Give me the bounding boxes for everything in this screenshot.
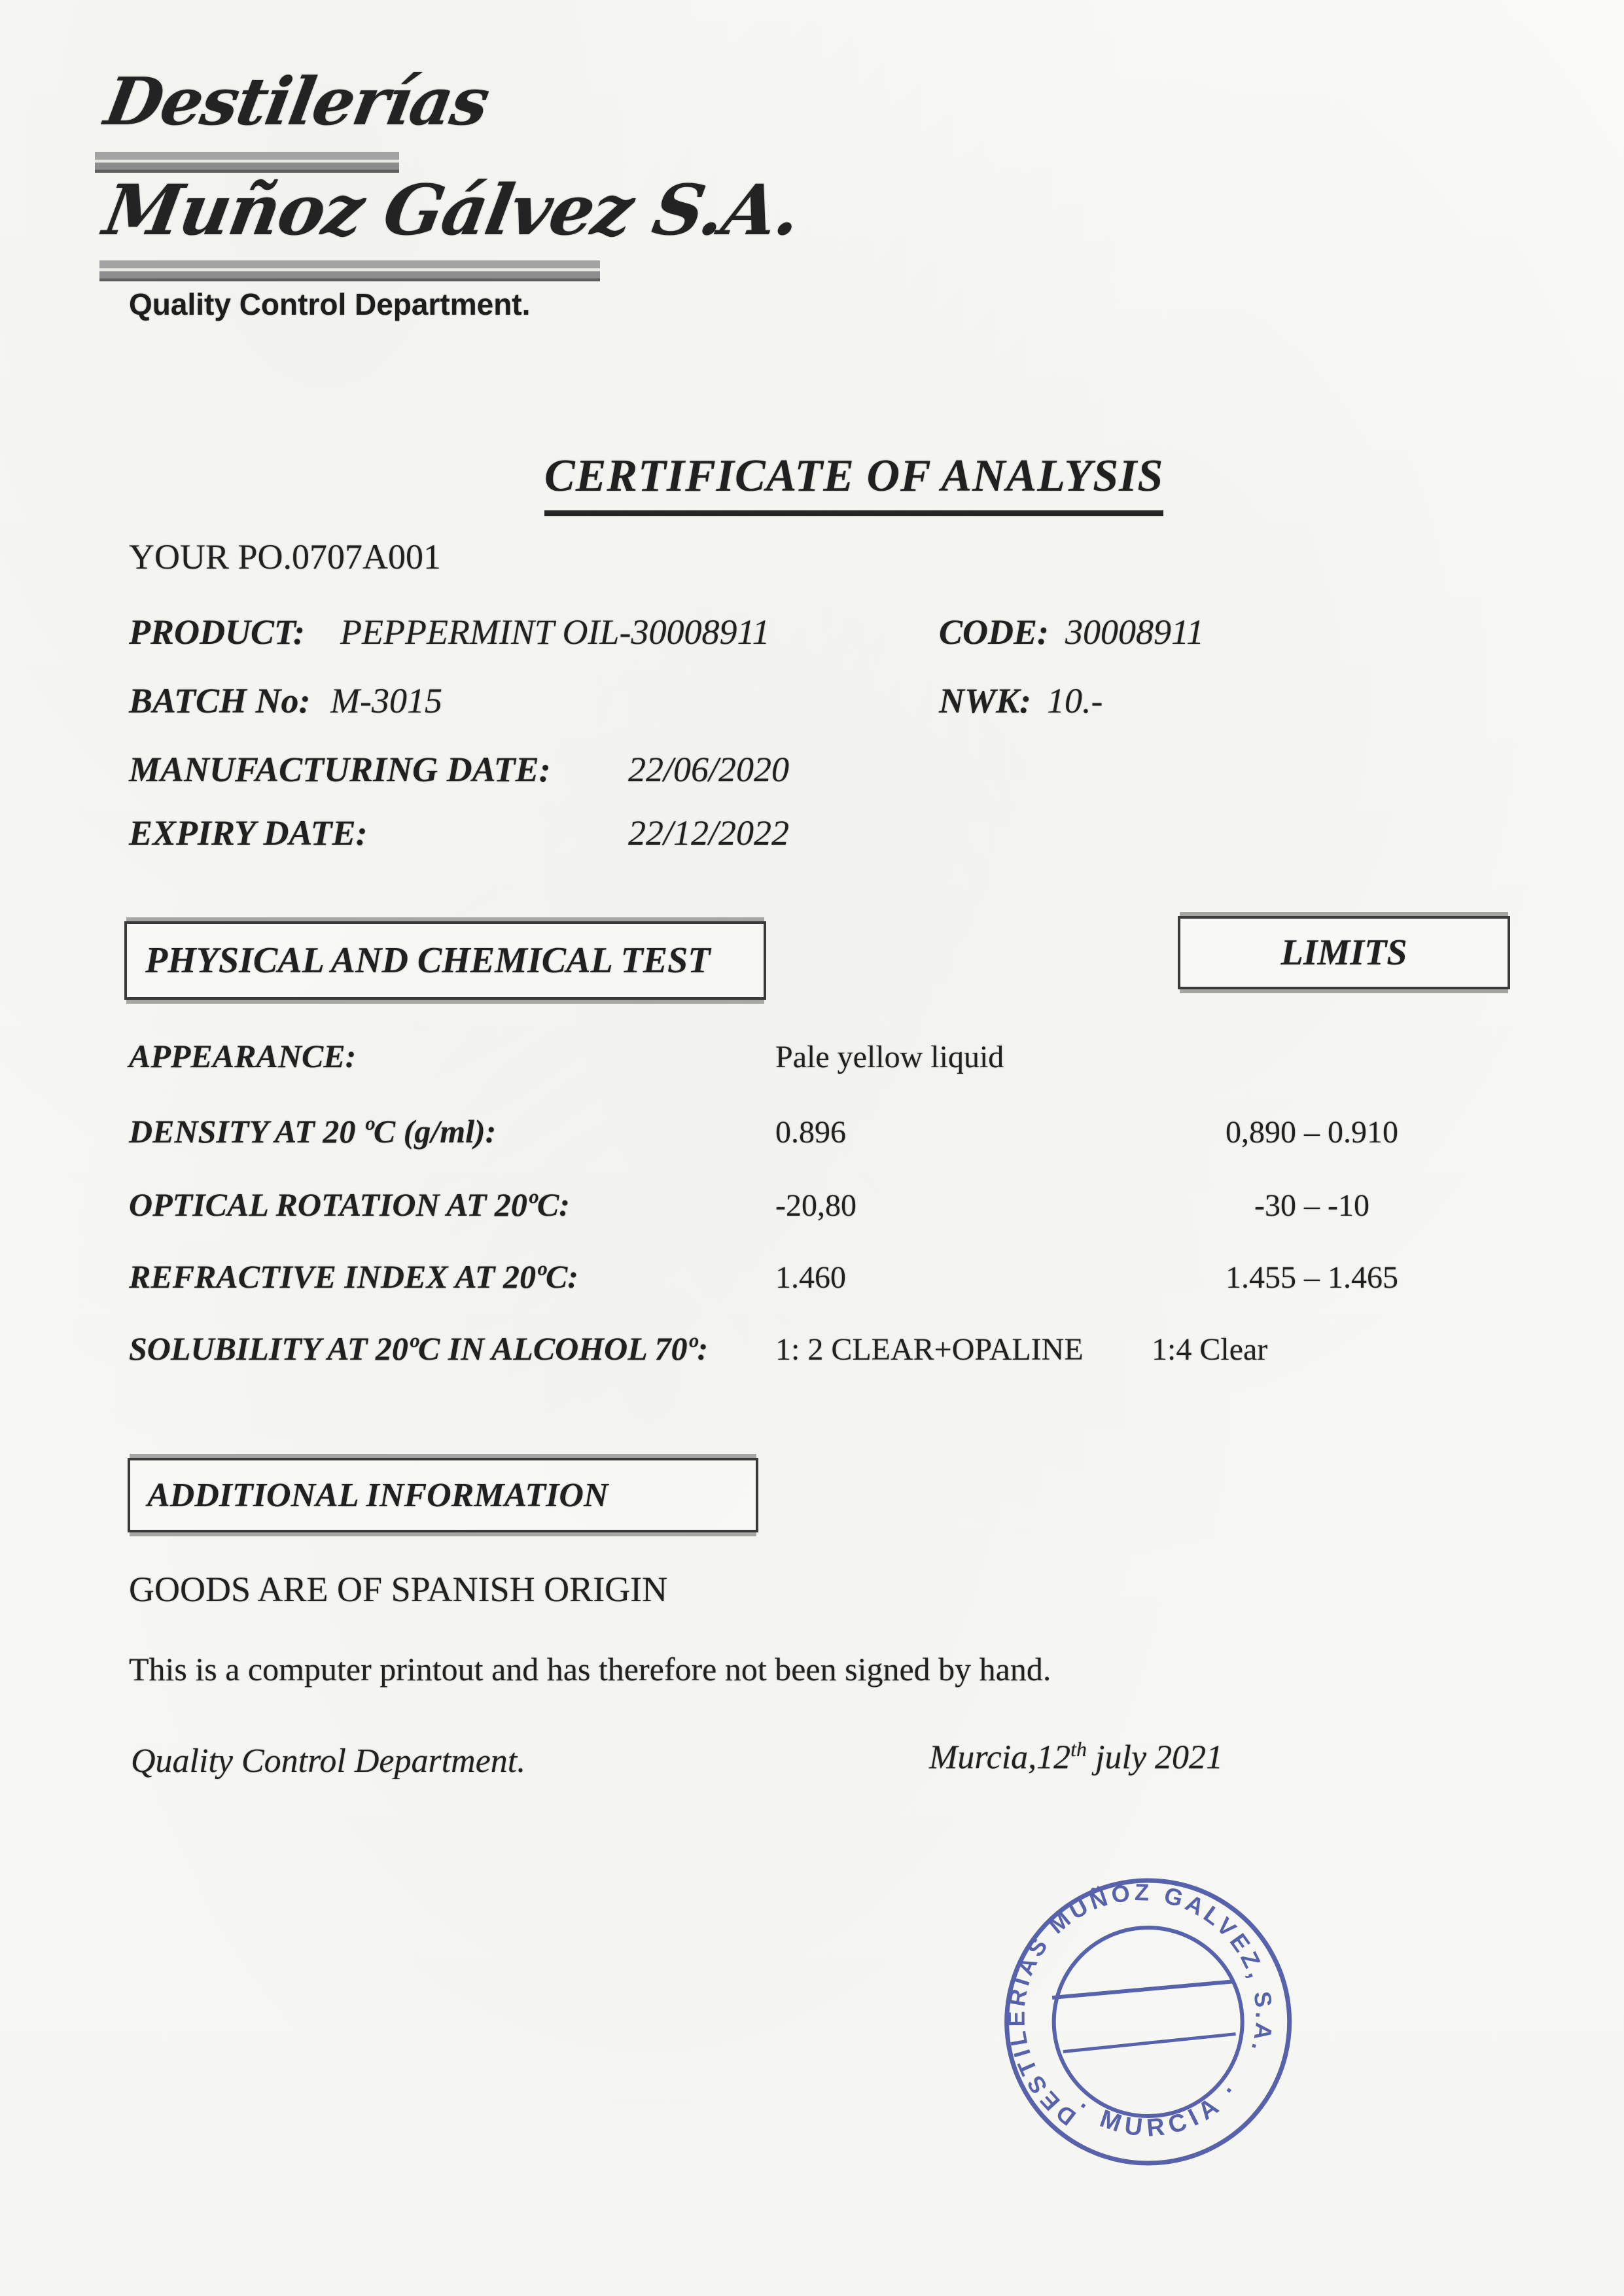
limits-header: LIMITS bbox=[1280, 932, 1407, 973]
svg-text:DESTILERIAS MUÑOZ GALVEZ, S.A. bbox=[985, 1861, 1291, 2138]
code-value: 30008911 bbox=[1065, 612, 1204, 652]
test-row-result: 1: 2 CLEAR+OPALINE bbox=[775, 1332, 1084, 1367]
test-row-label: APPEARANCE: bbox=[129, 1038, 357, 1074]
test-section-header: PHYSICAL AND CHEMICAL TEST bbox=[145, 940, 711, 981]
printout-note: This is a computer printout and has therefore not been signed by hand. bbox=[129, 1651, 1051, 1687]
certificate-title: CERTIFICATE OF ANALYSIS bbox=[544, 450, 1163, 516]
test-row-result: -20,80 bbox=[775, 1188, 856, 1223]
test-row-label: DENSITY AT 20 ºC (g/ml): bbox=[129, 1113, 497, 1150]
manufacturing-date-label: MANUFACTURING DATE: bbox=[129, 750, 551, 789]
product-label: PRODUCT: bbox=[129, 612, 305, 652]
manufacturing-date-value: 22/06/2020 bbox=[628, 750, 790, 789]
signature-city: Murcia,12 bbox=[929, 1739, 1071, 1776]
stamp-signature-line-1 bbox=[1052, 1973, 1233, 2007]
expiry-date-value: 22/12/2022 bbox=[628, 813, 790, 853]
test-row-result: Pale yellow liquid bbox=[775, 1040, 1004, 1074]
company-stamp bbox=[974, 1848, 1322, 2199]
batch-value: M-3015 bbox=[330, 681, 442, 720]
test-row-limit: -30 – -10 bbox=[1254, 1188, 1369, 1223]
logo-underline-bar-2 bbox=[99, 260, 600, 281]
additional-info-header-box bbox=[128, 1458, 758, 1532]
company-logo-line1: Destilerías bbox=[99, 63, 495, 140]
code-label: CODE: bbox=[939, 612, 1050, 652]
test-row-result: 0.896 bbox=[775, 1115, 846, 1150]
batch-label: BATCH No: bbox=[129, 681, 311, 720]
stamp-signature-line-2 bbox=[1063, 2028, 1236, 2058]
test-row-label: REFRACTIVE INDEX AT 20ºC: bbox=[129, 1258, 578, 1295]
test-row-limit: 1:4 Clear bbox=[1152, 1332, 1268, 1367]
additional-info-header: ADDITIONAL INFORMATION bbox=[147, 1476, 609, 1514]
test-row-limit: 1.455 – 1.465 bbox=[1226, 1260, 1398, 1295]
signature-department: Quality Control Department. bbox=[131, 1742, 526, 1780]
po-number: YOUR PO.0707A001 bbox=[129, 537, 442, 576]
stamp-ring-text: DESTILERIAS MUÑOZ GALVEZ, S.A. bbox=[1002, 1879, 1278, 2132]
test-row-result: 1.460 bbox=[775, 1260, 846, 1295]
department-heading: Quality Control Department. bbox=[129, 287, 531, 321]
company-logo-line2: Muñoz Gálvez S.A. bbox=[98, 169, 806, 251]
test-row-limit: 0,890 – 0.910 bbox=[1226, 1115, 1398, 1150]
test-row-label: OPTICAL ROTATION AT 20ºC: bbox=[129, 1186, 570, 1223]
nwk-label: NWK: bbox=[939, 681, 1032, 720]
limits-header-box bbox=[1178, 916, 1510, 989]
test-section-header-box bbox=[124, 921, 766, 1000]
signature-ordinal: th bbox=[1070, 1737, 1087, 1761]
expiry-date-label: EXPIRY DATE: bbox=[129, 813, 368, 853]
stamp-bottom-text: · MURCIA · bbox=[1072, 2074, 1247, 2143]
signature-rest: july 2021 bbox=[1087, 1739, 1224, 1776]
signature-place-date bbox=[929, 1737, 1223, 1776]
product-value: PEPPERMINT OIL-30008911 bbox=[340, 612, 770, 652]
company-stamp-graphic bbox=[974, 1848, 1322, 2196]
test-row-label: SOLUBILITY AT 20ºC IN ALCOHOL 70º: bbox=[129, 1330, 709, 1367]
nwk-value: 10.- bbox=[1047, 681, 1103, 720]
origin-statement: GOODS ARE OF SPANISH ORIGIN bbox=[129, 1570, 668, 1609]
